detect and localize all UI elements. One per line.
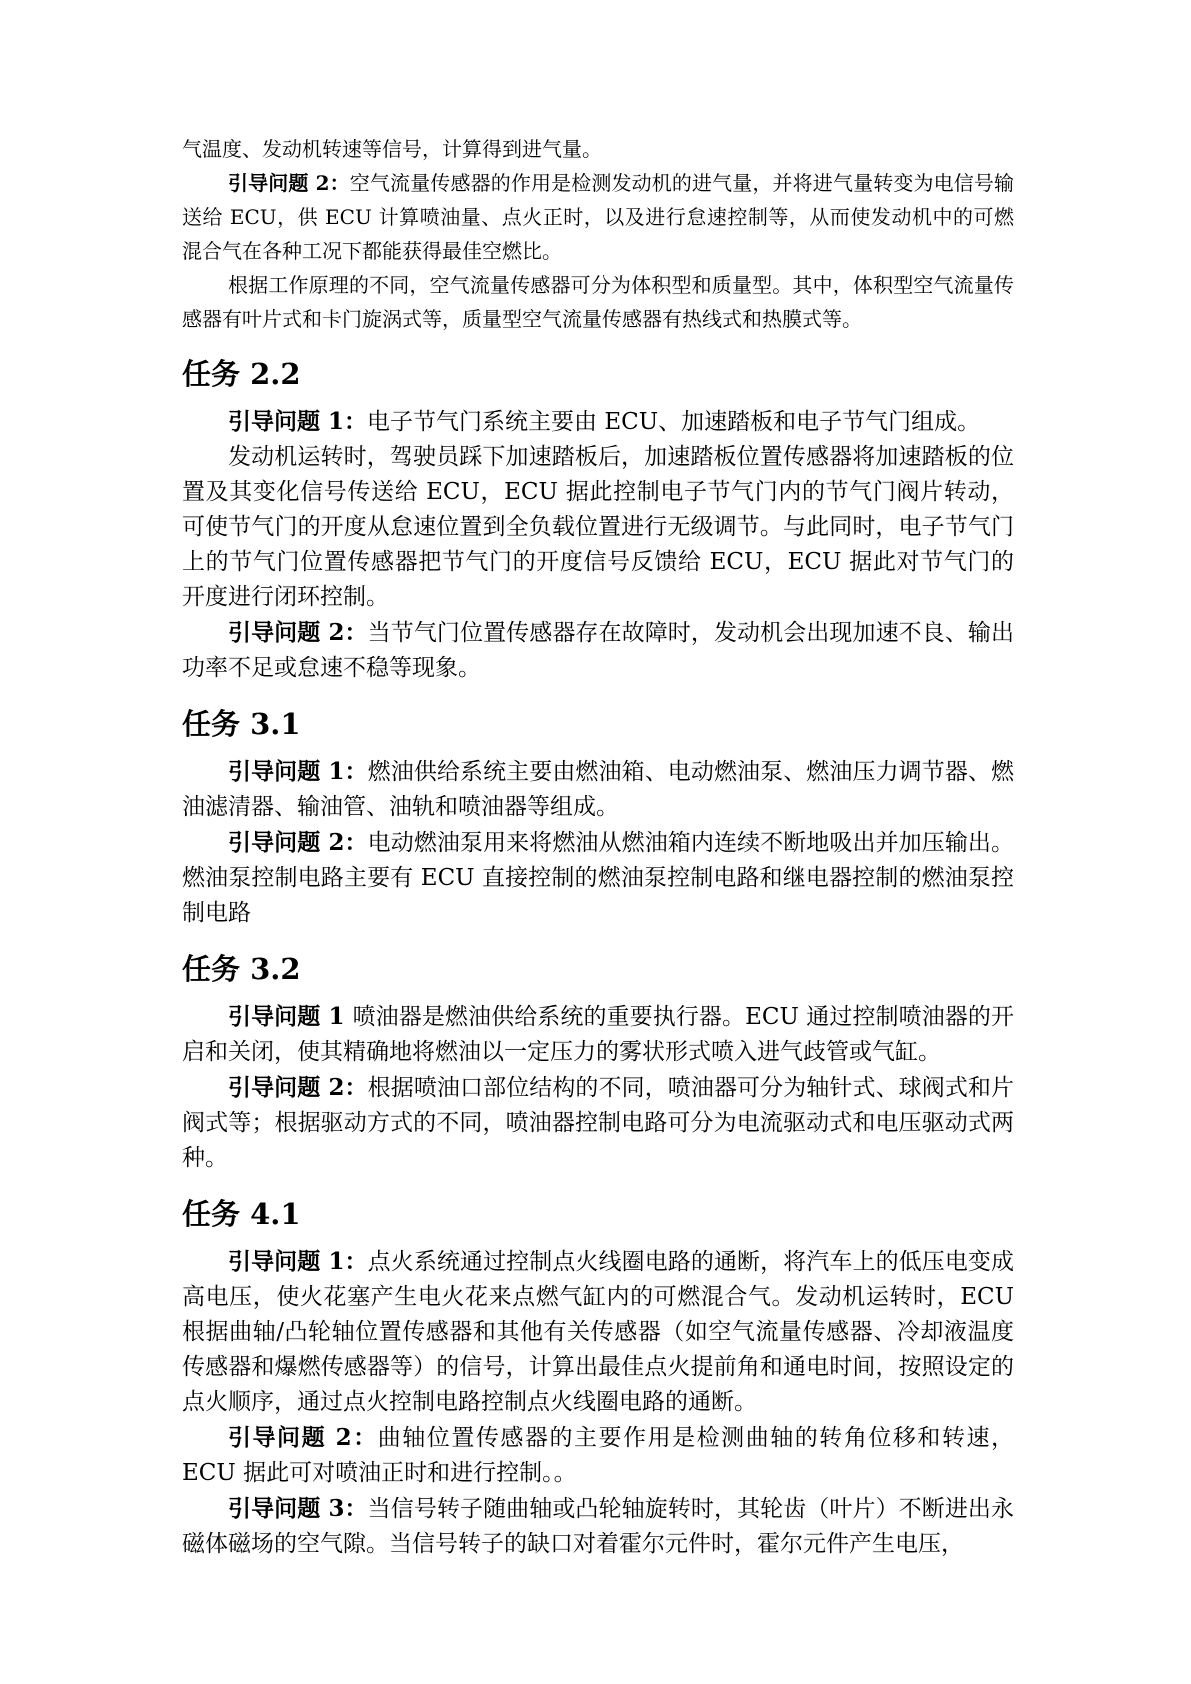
- question-label: 引导问题 3：: [228, 1495, 368, 1522]
- paragraph-text: 燃油供给系统主要由燃油箱、电动燃油泵、燃油压力调节器、燃油滤清器、输油管、油轨和喷油器等组成。: [182, 759, 1015, 820]
- question-label: 引导问题 2：: [228, 1424, 378, 1451]
- paragraph-text: 发动机运转时，驾驶员踩下加速踏板后，加速踏板位置传感器将加速踏板的位置及其变化信号传送给 ECU，ECU 据此控制电子节气门内的节气门阀片转动，可使节气门的开度从怠速位置到全负载位置进行无级调节。与此同时，电子节气门上的节气门位置传感器把节气门的开度信号反馈给 ECU，ECU 据此对节气门的开度进行闭环控制。: [182, 444, 1014, 610]
- question-label: 引导问题 2：: [228, 1074, 368, 1101]
- paragraph: [182, 615, 1014, 686]
- paragraph: [182, 1070, 1014, 1176]
- paragraph: [182, 999, 1014, 1070]
- paragraph-text: 空气流量传感器的作用是检测发动机的进气量，并将进气量转变为电信号输送给 ECU，供 ECU 计算喷油量、点火正时，以及进行怠速控制等，从而使发动机中的可燃混合气在各种工况下都能获得最佳空燃比。: [182, 171, 1014, 263]
- paragraph-text: 根据工作原理的不同，空气流量传感器可分为体积型和质量型。其中，体积型空气流量传感器有叶片式和卡门旋涡式等，质量型空气流量传感器有热线式和热膜式等。: [182, 273, 1014, 331]
- question-label: 引导问题 1: [228, 1003, 353, 1030]
- paragraph-text: 气温度、发动机转速等信号，计算得到进气量。: [182, 137, 602, 161]
- paragraph-text: 当节气门位置传感器存在故障时，发动机会出现加速不良、输出功率不足或怠速不稳等现象。: [182, 620, 1015, 681]
- paragraph: [182, 132, 1014, 166]
- document-page: [182, 132, 1014, 1562]
- paragraph: [182, 825, 1014, 931]
- question-label: 引导问题 1：: [228, 408, 368, 435]
- paragraph: [182, 1420, 1014, 1491]
- paragraph-text: 点火系统通过控制点火线圈电路的通断，将汽车上的低压电变成高电压，使火花塞产生电火花来点燃气缸内的可燃混合气。发动机运转时，ECU 根据曲轴/凸轮轴位置传感器和其他有关传感器（如空气流量传感器、冷却液温度传感器和爆燃传感器等）的信号，计算出最佳点火提前角和通电时间，按照设定的点火顺序，通过点火控制电路控制点火线圈电路的通断。: [182, 1249, 1015, 1415]
- section-heading: 任务 3.2: [182, 952, 301, 986]
- question-label: 引导问题 1：: [228, 1248, 368, 1275]
- question-label: 引导问题 2：: [228, 619, 368, 646]
- paragraph-text: 电动燃油泵用来将燃油从燃油箱内连续不断地吸出并加压输出。燃油泵控制电路主要有 ECU 直接控制的燃油泵控制电路和继电器控制的燃油泵控制电路: [182, 830, 1015, 926]
- question-label: 引导问题 2：: [228, 171, 350, 195]
- paragraph: [182, 1491, 1014, 1562]
- paragraph-text: 当信号转子随曲轴或凸轮轴旋转时，其轮齿（叶片）不断进出永磁体磁场的空气隙。当信号转子的缺口对着霍尔元件时，霍尔元件产生电压，: [182, 1496, 1015, 1557]
- question-label: 引导问题 1：: [228, 758, 368, 785]
- section-heading: 任务 3.1: [182, 707, 301, 741]
- paragraph: [182, 1244, 1014, 1420]
- question-label: 引导问题 2：: [228, 829, 368, 856]
- section-heading: 任务 4.1: [182, 1197, 301, 1231]
- paragraph: [182, 268, 1014, 336]
- paragraph-text: 根据喷油口部位结构的不同，喷油器可分为轴针式、球阀式和片阀式等；根据驱动方式的不同，喷油器控制电路可分为电流驱动式和电压驱动式两种。: [182, 1075, 1015, 1171]
- section-heading: 任务 2.2: [182, 357, 301, 391]
- paragraph-text: 曲轴位置传感器的主要作用是检测曲轴的转角位移和转速，ECU 据此可对喷油正时和进行控制。。: [182, 1425, 1015, 1486]
- paragraph: [182, 440, 1014, 615]
- paragraph: [182, 754, 1014, 825]
- paragraph: [182, 404, 1014, 440]
- paragraph-text: 电子节气门系统主要由 ECU、加速踏板和电子节气门组成。: [367, 409, 981, 435]
- paragraph: [182, 166, 1014, 268]
- paragraph-text: 喷油器是燃油供给系统的重要执行器。ECU 通过控制喷油器的开启和关闭，使其精确地将燃油以一定压力的雾状形式喷入进气歧管或气缸。: [182, 1004, 1014, 1065]
